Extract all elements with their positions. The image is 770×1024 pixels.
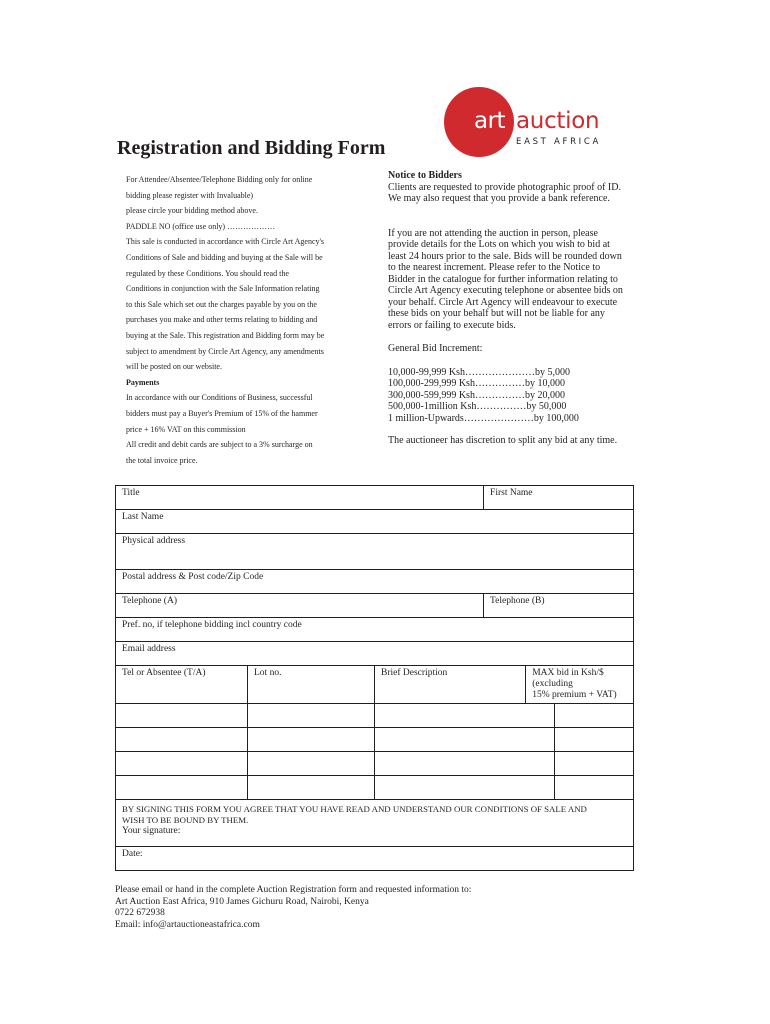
bid-lot-cell[interactable] xyxy=(248,704,375,728)
bid-max-cell[interactable] xyxy=(555,728,633,751)
pref-number-field[interactable] xyxy=(116,618,634,642)
telephone-b-field[interactable] xyxy=(484,594,634,618)
increment-row: 500,000-1million Ksh……………by 50,000 xyxy=(388,401,567,412)
bid-lot-cell[interactable] xyxy=(248,752,375,776)
bid-header-desc: Brief Description xyxy=(375,666,526,703)
footer-email: Email: info@artauctioneastafrica.com xyxy=(115,919,260,930)
logo-art-text: art xyxy=(474,108,506,134)
signature-label: Your signature: xyxy=(122,826,181,836)
bid-desc-cell[interactable] xyxy=(375,776,555,799)
bid-header-lot: Lot no. xyxy=(248,666,375,704)
absentee-line: to the nearest increment. Please refer to the Notice to xyxy=(388,262,601,273)
bid-tel-cell[interactable] xyxy=(116,704,248,728)
first-name-label: First Name xyxy=(490,488,533,498)
bid-header-desc-max xyxy=(375,666,634,704)
footer-address: Art Auction East Africa, 910 James Gichuru Road, Nairobi, Kenya xyxy=(115,896,369,907)
conditions-line: Conditions in conjunction with the Sale Information relating xyxy=(126,284,320,294)
bid-tel-cell[interactable] xyxy=(116,752,248,776)
payments-line: price + 16% VAT on this commission xyxy=(126,424,246,434)
physical-address-label: Physical address xyxy=(122,536,186,546)
agreement-text: WISH TO BE BOUND BY THEM. xyxy=(122,815,249,825)
payments-line: the total invoice price. xyxy=(126,455,198,465)
absentee-line: Bidder in the catalogue for further information relating to xyxy=(388,273,618,285)
first-name-field[interactable] xyxy=(484,486,634,510)
notice-to-bidders xyxy=(388,170,658,447)
absentee-line: your behalf. Circle Art Agency will endeavour to execute xyxy=(388,296,618,308)
date-field[interactable] xyxy=(116,847,634,871)
bid-tel-cell[interactable] xyxy=(116,776,248,800)
payments-line: All credit and debit cards are subject to a 3% surcharge on xyxy=(126,440,313,450)
telephone-a-field[interactable] xyxy=(116,594,484,618)
physical-address-field[interactable] xyxy=(116,534,634,570)
payments-line: bidders must pay a Buyer's Premium of 15% of the hammer xyxy=(126,408,318,418)
registration-form-table xyxy=(115,485,634,871)
bid-max-cell[interactable] xyxy=(555,704,633,727)
telephone-a-label: Telephone (A) xyxy=(122,596,177,606)
discretion-note: The auctioneer has discretion to split any bid at any time. xyxy=(388,435,618,446)
footer-phone: 0722 672938 xyxy=(115,908,165,918)
bid-header-tel: Tel or Absentee (T/A) xyxy=(116,666,248,704)
bid-row xyxy=(116,704,634,728)
conditions-line: bidding please register with Invaluable) xyxy=(126,190,254,200)
increment-row: 10,000-99,999 Ksh…………………by 5,000 xyxy=(388,366,570,378)
absentee-line: errors or failing to execute bids. xyxy=(388,319,516,331)
absentee-line: If you are not attending the auction in person, please xyxy=(388,227,598,239)
increment-row: 300,000-599,999 Ksh……………by 20,000 xyxy=(388,389,565,401)
conditions-line: to this Sale which set out the charges payable by you on the xyxy=(126,299,317,309)
conditions-line: subject to amendment by Circle Art Agency, any amendments xyxy=(126,346,324,356)
increment-heading: General Bid Increment: xyxy=(388,343,483,354)
bid-row xyxy=(116,728,634,752)
bid-desc-cell[interactable] xyxy=(375,752,555,775)
title-field[interactable] xyxy=(116,486,484,510)
title-label: Title xyxy=(122,488,140,498)
notice-line: Clients are requested to provide photographic proof of ID. xyxy=(388,181,621,193)
email-field[interactable] xyxy=(116,642,634,666)
last-name-label: Last Name xyxy=(122,512,164,522)
date-label: Date: xyxy=(122,849,143,859)
last-name-field[interactable] xyxy=(116,510,634,534)
notice-heading: Notice to Bidders xyxy=(388,170,462,181)
page-title: Registration and Bidding Form xyxy=(117,137,386,159)
pref-number-label: Pref. no, if telephone bidding incl country code xyxy=(122,620,302,630)
bid-header-max xyxy=(526,666,633,703)
bid-max-cell[interactable] xyxy=(555,752,633,775)
conditions-line: regulated by these Conditions. You should read the xyxy=(126,268,289,278)
conditions-line: buying at the Sale. This registration and Bidding form may be xyxy=(126,330,325,340)
bid-header-max-line: MAX bid in Ksh/$ (excluding xyxy=(532,668,604,689)
agreement-signature-field[interactable] xyxy=(116,800,634,847)
conditions-line: please circle your bidding method above. xyxy=(126,206,258,216)
bid-tel-cell[interactable] xyxy=(116,728,248,752)
absentee-line: least 24 hours prior to the sale. Bids will be rounded down xyxy=(388,250,622,262)
conditions-column xyxy=(126,172,376,468)
bid-header-max-line: 15% premium + VAT) xyxy=(532,690,617,700)
absentee-line: these bids on your behalf but will not be liable for any xyxy=(388,308,605,319)
absentee-line: provide details for the Lots on which you wish to bid at xyxy=(388,239,610,250)
bid-row xyxy=(116,752,634,776)
agreement-text: BY SIGNING THIS FORM YOU AGREE THAT YOU HAVE READ AND UNDERSTAND OUR CONDITIONS OF SALE AND xyxy=(122,804,587,814)
email-label: Email address xyxy=(122,644,176,654)
absentee-line: Circle Art Agency executing telephone or absentee bids on xyxy=(388,285,623,296)
paddle-number-line: PADDLE NO (office use only) ……………… xyxy=(126,221,276,231)
telephone-b-label: Telephone (B) xyxy=(490,596,545,606)
submission-instructions xyxy=(115,885,471,931)
bid-desc-cell[interactable] xyxy=(375,728,555,751)
conditions-line: purchases you make and other terms relating to bidding and xyxy=(126,315,318,325)
footer-line: Please email or hand in the complete Auction Registration form and requested information to: xyxy=(115,885,472,895)
bid-max-cell[interactable] xyxy=(555,776,633,799)
conditions-line: For Attendee/Absentee/Telephone Bidding only for online xyxy=(126,175,313,184)
payments-line: In accordance with our Conditions of Business, successful xyxy=(126,393,313,403)
bid-lot-cell[interactable] xyxy=(248,728,375,752)
increment-row: 1 million-Upwards…………………by 100,000 xyxy=(388,412,579,424)
increment-row: 100,000-299,999 Ksh……………by 10,000 xyxy=(388,378,565,389)
payments-heading: Payments xyxy=(126,377,160,387)
logo-auction-text: auction xyxy=(516,108,600,134)
bid-desc-cell[interactable] xyxy=(375,704,555,727)
conditions-line: This sale is conducted in accordance with Circle Art Agency's xyxy=(126,237,325,247)
bid-row xyxy=(116,776,634,800)
conditions-line: will be posted on our website. xyxy=(126,362,222,372)
conditions-line: Conditions of Sale and bidding and buying at the Sale will be xyxy=(126,252,323,262)
bid-lot-cell[interactable] xyxy=(248,776,375,800)
postal-address-field[interactable] xyxy=(116,570,634,594)
postal-address-label: Postal address & Post code/Zip Code xyxy=(122,572,264,582)
notice-line: We may also request that you provide a bank reference. xyxy=(388,193,610,204)
logo-subtitle: EAST AFRICA xyxy=(516,137,602,147)
